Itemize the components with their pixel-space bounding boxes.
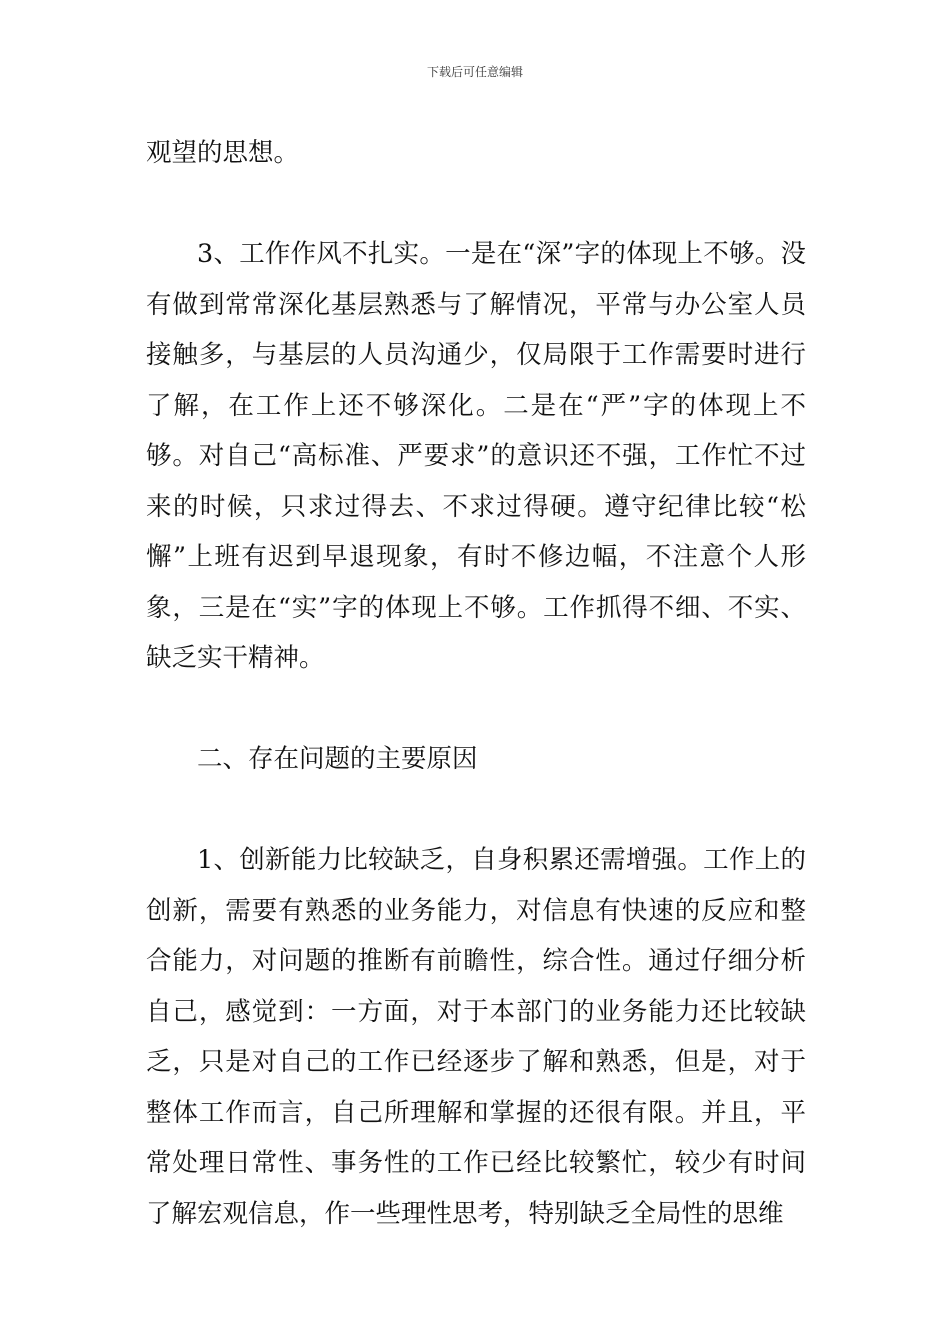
document-body bbox=[146, 128, 806, 1239]
page-header: 下载后可任意编辑 bbox=[426, 65, 523, 79]
paragraph-work-style: 3、工作作风不扎实。一是在“深”字的体现上不够。没有做到常常深化基层熟悉与了解情况，平常与办公室人员接触多，与基层的人员沟通少，仅局限于工作需要时进行了解，在工作上还不够深化。二是在“严”字的体现上不够。对自己“高标准、严要求”的意识还不强，工作忙不过来的时候，只求过得去、不求过得硬。遵守纪律比较“松懈”上班有迟到早退现象，有时不修边幅，不注意个人形象，三是在“实”字的体现上不够。工作抓得不细、不实、缺乏实干精神。 bbox=[146, 239, 806, 673]
paragraph-continuation: 观望的思想。 bbox=[146, 138, 300, 168]
section-heading-causes: 二、存在问题的主要原因 bbox=[197, 744, 478, 774]
paragraph-innovation: 1、创新能力比较缺乏，自身积累还需增强。工作上的创新，需要有熟悉的业务能力，对信息有快速的反应和整合能力，对问题的推断有前瞻性，综合性。通过仔细分析自己，感觉到：一方面，对于本部门的业务能力还比较缺乏，只是对自己的工作已经逐步了解和熟悉，但是，对于整体工作而言，自己所理解和掌握的还很有限。并且，平常处理日常性、事务性的工作已经比较繁忙，较少有时间了解宏观信息，作一些理性思考，特别缺乏全局性的思维 bbox=[146, 845, 806, 1229]
